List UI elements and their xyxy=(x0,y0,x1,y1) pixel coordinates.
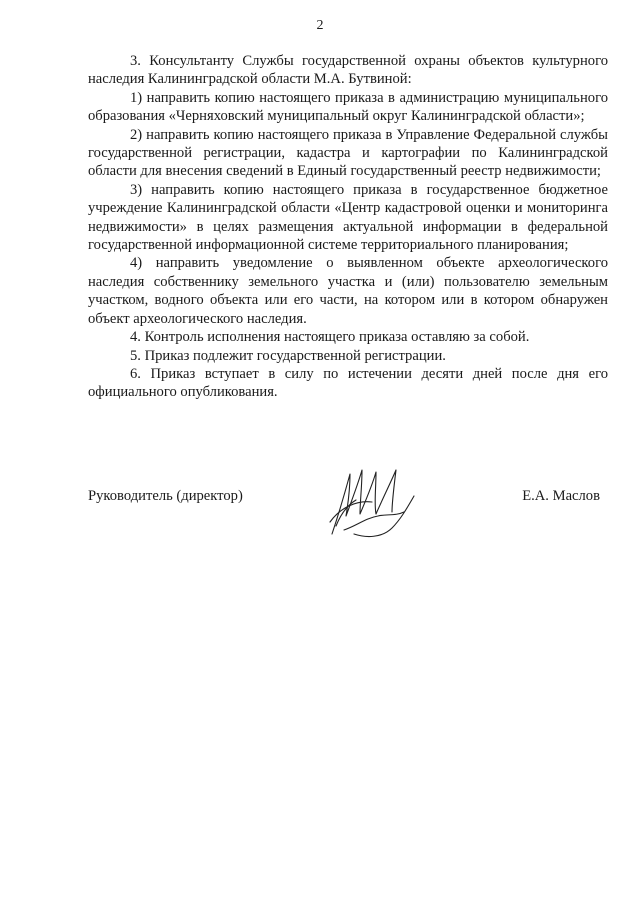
signatory-name: Е.А. Маслов xyxy=(522,488,600,504)
signature-block xyxy=(88,488,608,508)
paragraph-subitem-3: 3) направить копию настоящего приказа в государственное бюджетное учреждение Калининградской области «Центр кадастровой оценки и мониторинга недвижимости» в целях размещения актуальной информации в федеральной государственной информационной системе территориального планирования; xyxy=(88,181,608,254)
document-body xyxy=(88,52,608,402)
paragraph-subitem-2: 2) направить копию настоящего приказа в Управление Федеральной службы государственной регистрации, кадастра и картографии по Калининградской области для внесения сведений в Единый государственный реестр недвижимости; xyxy=(88,126,608,180)
paragraph-item-4: 4. Контроль исполнения настоящего приказа оставляю за собой. xyxy=(130,329,530,346)
paragraph-item-5: 5. Приказ подлежит государственной регистрации. xyxy=(130,347,446,364)
paragraph-subitem-4: 4) направить уведомление о выявленном объекте археологического наследия собственнику земельного участка и (или) пользователю земельным участком, водного объекта или его части, на котором или в котором обнаружен объект археологического наследия. xyxy=(88,255,608,327)
signatory-role: Руководитель (директор) xyxy=(88,488,243,504)
paragraph-item-3: 3. Консультанту Службы государственной охраны объектов культурного наследия Калининградской области М.А. Бутвиной: xyxy=(88,53,608,88)
paragraph-subitem-1: 1) направить копию настоящего приказа в администрацию муниципального образования «Черняховский муниципальный округ Калининградской области»; xyxy=(88,89,608,125)
page-number: 2 xyxy=(316,18,324,33)
paragraph-item-6: 6. Приказ вступает в силу по истечении десяти дней после дня его официального опубликования. xyxy=(88,365,608,401)
